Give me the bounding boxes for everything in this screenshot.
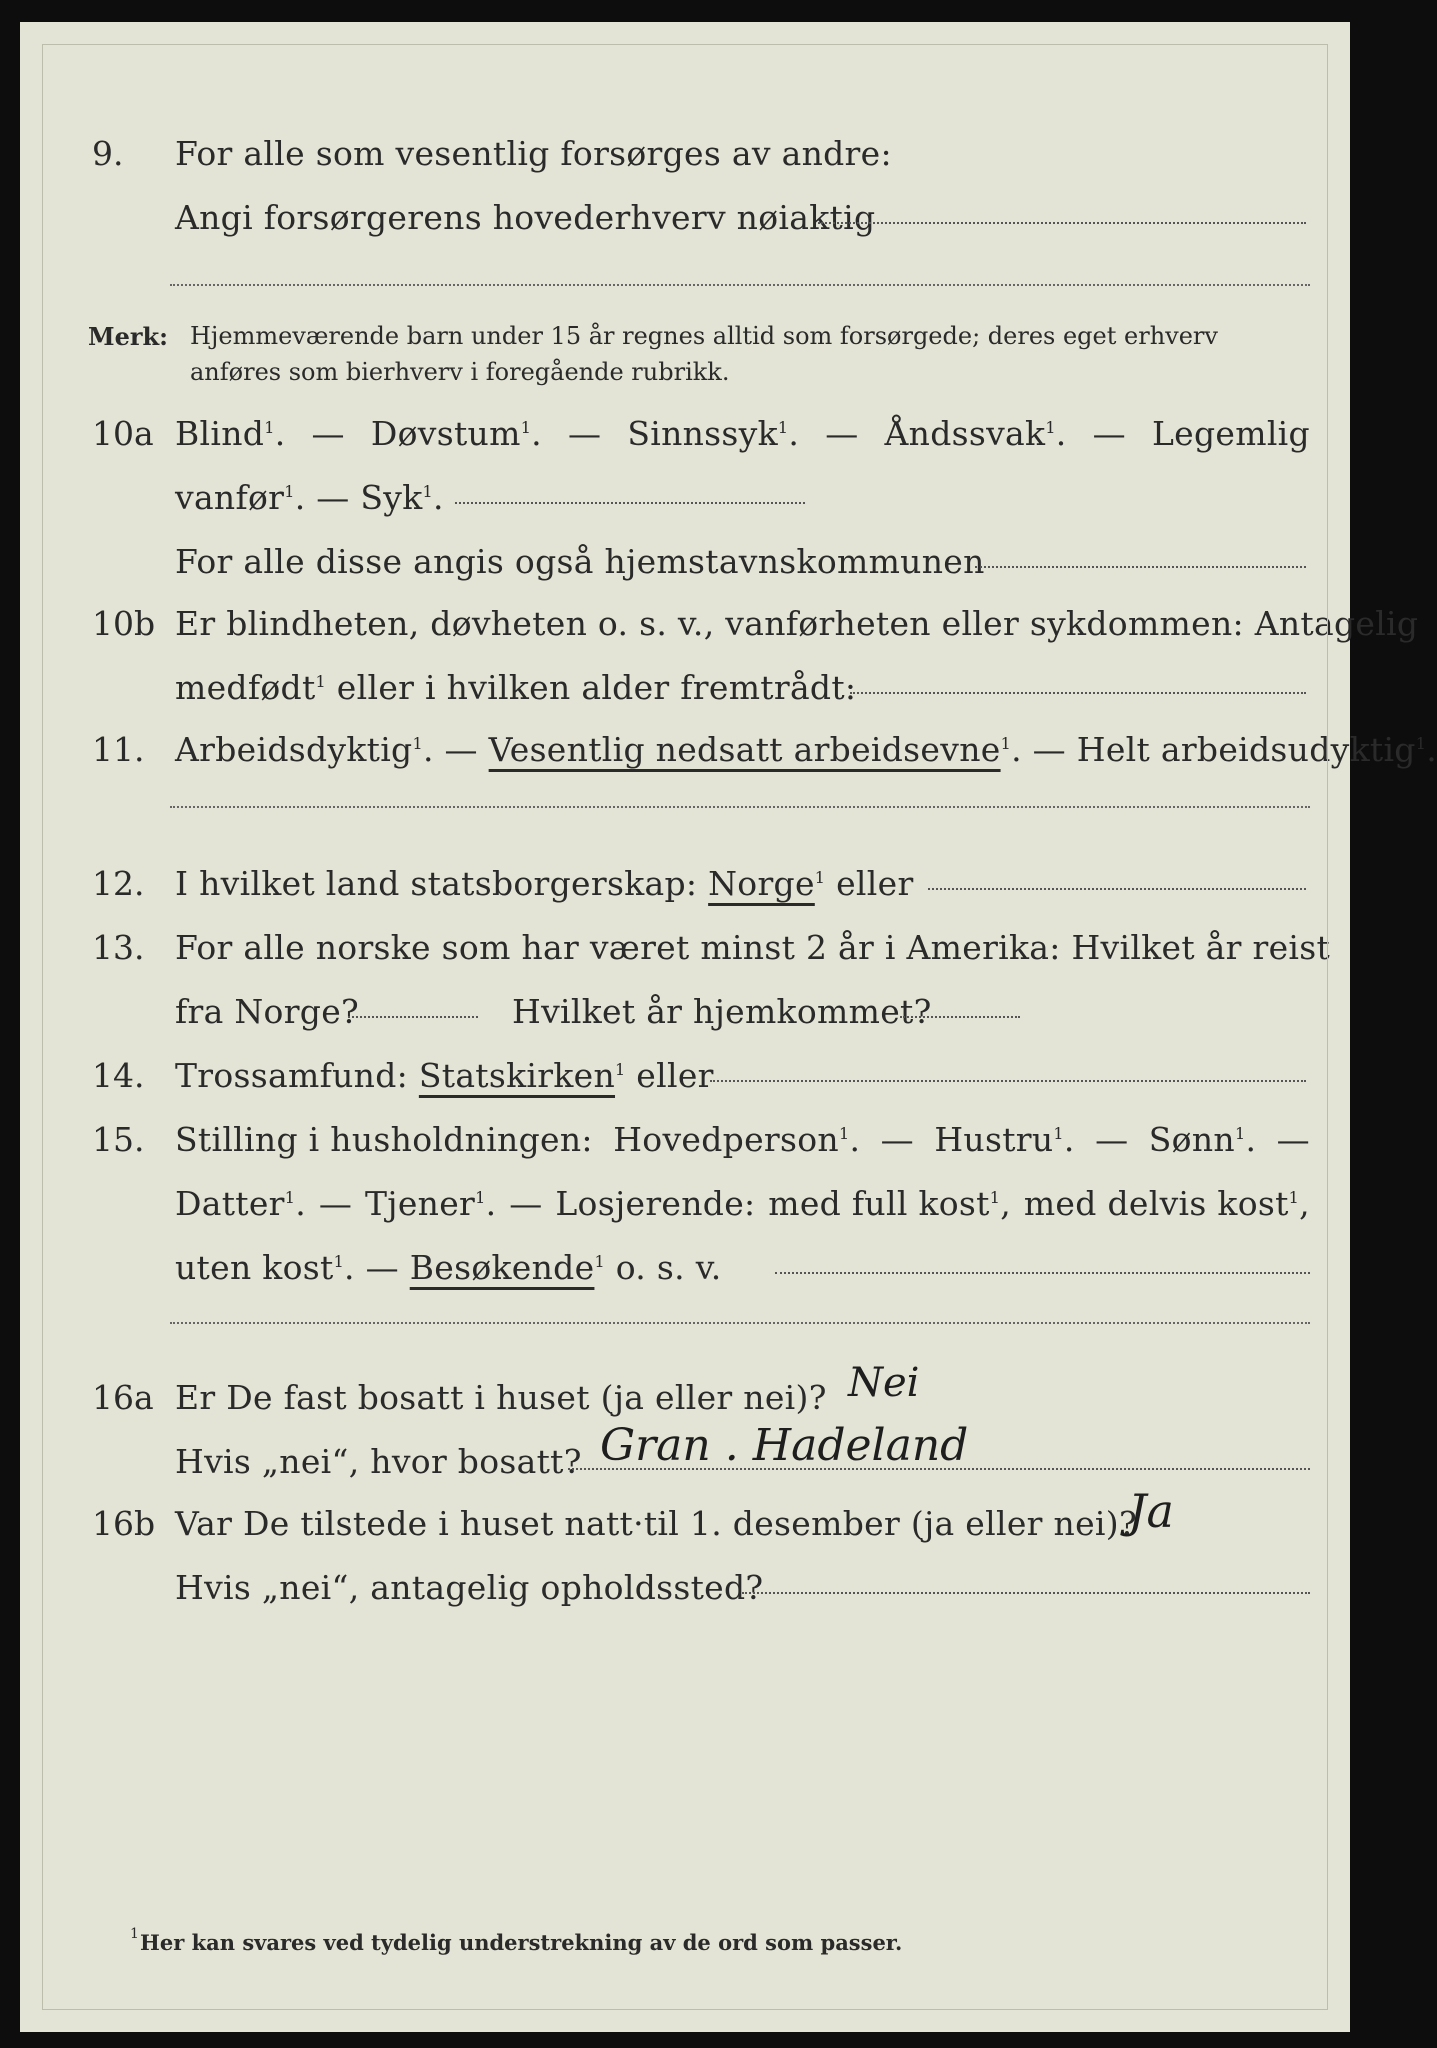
q13-number: 13. bbox=[92, 928, 145, 967]
q10a-opt-legemlig[interactable]: Legemlig bbox=[1151, 414, 1310, 453]
q13-row-1 bbox=[20, 924, 1350, 980]
q15-label: Stilling i husholdningen: bbox=[175, 1120, 593, 1159]
q10a-row-1 bbox=[20, 410, 1350, 466]
q12-number: 12. bbox=[92, 864, 145, 903]
q13-reist-line[interactable] bbox=[348, 1016, 478, 1018]
q16a-answer-handwritten[interactable]: Nei bbox=[848, 1360, 920, 1406]
q14-number: 14. bbox=[92, 1056, 145, 1095]
q13-row-2 bbox=[20, 988, 1350, 1044]
q10a-row-2: vanfør$^1$. — Syk$^1$. bbox=[20, 474, 1350, 530]
q10b-line-1: Er blindheten, døvheten o. s. v., vanførheten eller sykdommen: Antagelig bbox=[175, 604, 1419, 643]
q9-row-1 bbox=[20, 130, 1350, 186]
q11-separator bbox=[170, 806, 1310, 808]
q13-line-2a: fra Norge? bbox=[175, 992, 360, 1031]
q15-losjerende: Losjerende: bbox=[555, 1184, 756, 1223]
q15-row-1: 15. Stilling i husholdningen: Hovedperson$^1$. — Hustru$^1$. — Sønn$^1$. — bbox=[92, 1120, 1310, 1159]
q11-row: 11. Arbeidsdyktig$^1$. — Vesentlig nedsatt arbeidsevne$^1$. — Helt arbeidsudyktig$^1$. bbox=[92, 730, 1437, 769]
q12-opt-norge[interactable]: Norge bbox=[708, 864, 815, 903]
q10a-hjemstavn-line[interactable] bbox=[975, 566, 1306, 568]
q16b-row-2 bbox=[20, 1564, 1350, 1620]
q16a-question-2: Hvis „nei“, hvor bosatt? bbox=[175, 1442, 582, 1481]
q15-row-2: Datter$^1$. — Tjener$^1$. — Losjerende: med full kost$^1$, med delvis kost$^1$, bbox=[175, 1184, 1310, 1223]
q14-opt-statskirken[interactable]: Statskirken bbox=[418, 1056, 616, 1095]
q10a-opt-sinnssyk[interactable]: Sinnssyk bbox=[627, 414, 778, 453]
q9-separator bbox=[170, 284, 1310, 286]
q10b-line-2: eller i hvilken alder fremtrådt: bbox=[336, 668, 857, 707]
q13-line-1: For alle norske som har været minst 2 år i Amerika: Hvilket år reist bbox=[175, 928, 1331, 967]
q10b-number: 10b bbox=[92, 604, 156, 643]
q10b-answer-line[interactable] bbox=[850, 692, 1306, 694]
q16b-answer-handwritten[interactable]: Ja bbox=[1128, 1484, 1174, 1538]
q14-answer-line[interactable] bbox=[710, 1080, 1306, 1082]
q12-question: I hvilket land statsborgerskap: bbox=[175, 864, 698, 903]
q10a-line-3: For alle disse angis også hjemstavnskommunen bbox=[175, 542, 985, 581]
q9-row-2 bbox=[20, 194, 1350, 250]
q10a-row-3 bbox=[20, 538, 1350, 594]
q15-row-3: uten kost$^1$. — Besøkende$^1$ o. s. v. bbox=[20, 1244, 1350, 1300]
q10b-row-1 bbox=[20, 600, 1419, 656]
q14-tail: eller bbox=[636, 1056, 714, 1095]
q16a-question: Er De fast bosatt i huset (ja eller nei)? bbox=[175, 1378, 827, 1417]
q12-tail: eller bbox=[836, 864, 914, 903]
q10a-opt-syk[interactable]: Syk bbox=[360, 478, 423, 517]
census-form-page bbox=[20, 22, 1437, 2032]
q13-hjemkommet-line[interactable] bbox=[900, 1016, 1020, 1018]
q15-opt-besokende[interactable]: Besøkende bbox=[409, 1248, 595, 1287]
q9-line-1: For alle som vesentlig forsørges av andre: bbox=[175, 134, 892, 173]
q10b-row-2: medfødt$^1$ eller i hvilken alder fremtrådt: bbox=[20, 664, 1350, 720]
footnote-text: Her kan svares ved tydelig understrekning av de ord som passer. bbox=[140, 1930, 903, 1955]
q10b-opt-medfodt[interactable]: medfødt bbox=[175, 668, 316, 707]
q10a-opt-blind[interactable]: Blind bbox=[175, 414, 265, 453]
q9-answer-line[interactable] bbox=[818, 222, 1306, 224]
q12-row: 12. I hvilket land statsborgerskap: Norge$^1$ eller bbox=[20, 860, 1350, 916]
q10a-opt-vanfor[interactable]: vanfør bbox=[175, 478, 285, 517]
q15-number: 15. bbox=[92, 1120, 145, 1159]
q10a-options: Blind$^1$. — Døvstum$^1$. — Sinnssyk$^1$. — Åndssvak$^1$. — Legemlig bbox=[175, 414, 1310, 453]
q15-opt-uten-kost[interactable]: uten kost bbox=[175, 1248, 334, 1287]
q15-opt-full-kost[interactable]: med full kost bbox=[768, 1184, 990, 1223]
q15-opt-hustru[interactable]: Hustru bbox=[934, 1120, 1054, 1159]
q10a-syk-answer-line[interactable] bbox=[455, 502, 805, 504]
q15-opt-tjener[interactable]: Tjener bbox=[364, 1184, 476, 1223]
footnote-mark: 1 bbox=[130, 1926, 139, 1942]
q15-opt-sonn[interactable]: Sønn bbox=[1148, 1120, 1235, 1159]
q15-answer-line[interactable] bbox=[775, 1272, 1310, 1274]
q12-answer-line[interactable] bbox=[928, 888, 1306, 890]
merk-label: Merk: bbox=[88, 322, 168, 351]
q13-line-2b: Hvilket år hjemkommet? bbox=[512, 992, 932, 1031]
q11-number: 11. bbox=[92, 730, 145, 769]
q15-opt-delvis-kost[interactable]: med delvis kost bbox=[1023, 1184, 1289, 1223]
q10a-opt-andssvak[interactable]: Åndssvak bbox=[884, 414, 1046, 453]
q11-opt-arbeidsdyktig[interactable]: Arbeidsdyktig bbox=[175, 730, 413, 769]
q15-separator bbox=[170, 1322, 1310, 1324]
q10a-number: 10a bbox=[92, 414, 154, 453]
q15-tail: o. s. v. bbox=[615, 1248, 722, 1287]
q15-opt-datter[interactable]: Datter bbox=[175, 1184, 285, 1223]
q16a-number: 16a bbox=[92, 1378, 154, 1417]
q11-opt-helt-udyktig[interactable]: Helt arbeidsudyktig bbox=[1076, 730, 1416, 769]
q16b-number: 16b bbox=[92, 1504, 156, 1543]
q16b-answer-line[interactable] bbox=[742, 1592, 1310, 1594]
q9-number: 9. bbox=[92, 134, 124, 173]
q16b-question-2: Hvis „nei“, antagelig opholdssted? bbox=[175, 1568, 764, 1607]
q11-opt-vesentlig-nedsatt[interactable]: Vesentlig nedsatt arbeidsevne bbox=[488, 730, 1001, 769]
q16b-row-1 bbox=[20, 1484, 1350, 1556]
q14-row: 14. Trossamfund: Statskirken$^1$ eller bbox=[20, 1052, 1350, 1108]
q15-opt-hovedperson[interactable]: Hovedperson bbox=[613, 1120, 839, 1159]
q16b-question: Var De tilstede i huset natt·til 1. desember (ja eller nei)? bbox=[175, 1504, 1137, 1543]
q10a-opt-dovstum[interactable]: Døvstum bbox=[370, 414, 521, 453]
q9-line-2: Angi forsørgerens hovederhverv nøiaktig bbox=[175, 198, 876, 237]
merk-text: Hjemmeværende barn under 15 år regnes alltid som forsørgede; deres eget erhverv anføres som bierhverv i foregående rubrikk. bbox=[190, 322, 1218, 386]
q16a-residence-handwritten[interactable]: Gran . Hadeland bbox=[600, 1420, 969, 1471]
q14-question: Trossamfund: bbox=[175, 1056, 409, 1095]
